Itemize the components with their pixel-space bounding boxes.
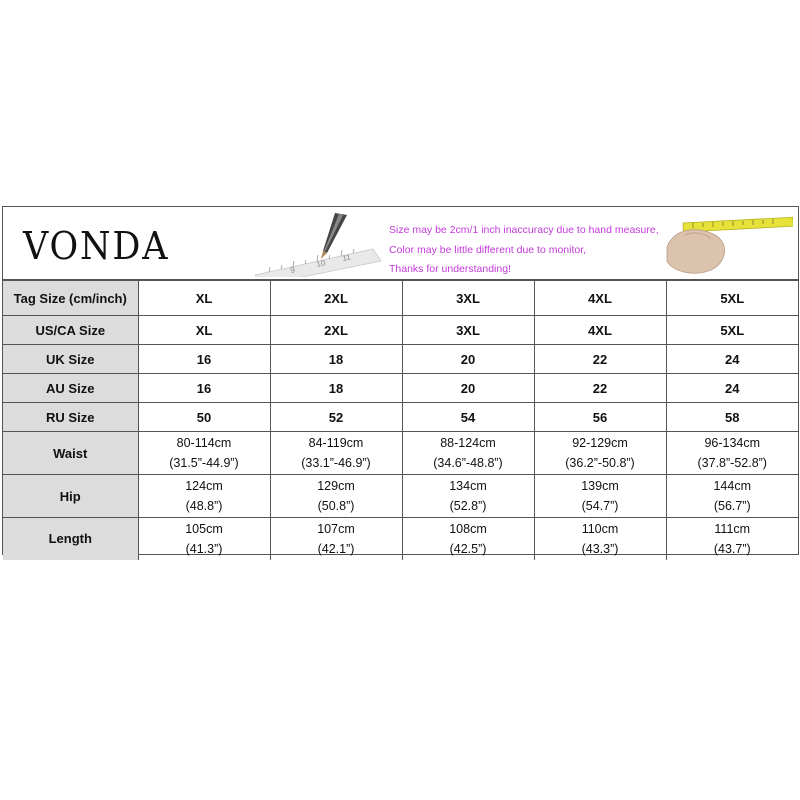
ruler-number-11: 11 [341,252,352,263]
cell-inch-value: (37.8”-52.8”) [697,456,767,470]
cell-cm-value: 110cm [581,521,619,536]
table-cell [270,518,402,560]
table-cell [402,475,534,518]
cell-inch-value: (33.1”-46.9”) [301,456,371,470]
table-cell: 22 [534,345,666,374]
cell-inch-value: (43.3”) [581,541,619,556]
table-cell: 2XL [270,316,402,345]
table-cell: 22 [534,374,666,403]
table-cell: 4XL [534,316,666,345]
table-cell: 16 [138,345,270,374]
note-line-color: Color may be little different due to monitor, [389,243,587,256]
cell-inch-value: (48.8”) [185,499,223,513]
cell-cm-value: 129cm [317,479,355,493]
cell-inch-value: (31.5”-44.9”) [169,456,239,470]
cell-cm-value: 84-119cm [308,436,364,450]
table-cell: 5XL [666,281,798,316]
table-cell: XL [138,316,270,345]
cell-cm-value: 105cm [185,521,223,536]
cell-inch-value: (54.7”) [581,499,619,513]
table-cell [534,518,666,560]
table-cell: 58 [666,403,798,432]
table-cell [270,432,402,475]
cell-cm-value: 80-114cm [176,436,232,450]
row-label: Hip [3,475,138,518]
size-table-body [3,281,798,560]
size-chart [2,206,799,555]
table-cell: XL [138,281,270,316]
table-cell [402,518,534,560]
ruler-number-9: 9 [289,265,296,275]
row-label: RU Size [3,403,138,432]
table-cell [138,518,270,560]
table-row [3,316,798,345]
row-label: AU Size [3,374,138,403]
table-cell: 2XL [270,281,402,316]
row-label: Length [3,518,138,560]
cell-inch-value: (41.3”) [185,541,223,556]
table-cell: 50 [138,403,270,432]
cell-inch-value: (42.5”) [449,541,487,556]
table-cell: 18 [270,374,402,403]
table-row [3,403,798,432]
table-cell: 56 [534,403,666,432]
table-cell [402,432,534,475]
cell-inch-value: (42.1”) [317,541,355,556]
table-cell: 18 [270,345,402,374]
table-cell: 54 [402,403,534,432]
table-cell [534,432,666,475]
notes [389,221,659,280]
table-cell [270,475,402,518]
table-cell [534,475,666,518]
table-cell: 3XL [402,316,534,345]
table-row [3,281,798,316]
cell-cm-value: 88-124cm [440,436,496,450]
table-cell [666,475,798,518]
brand-logo: VONDA [23,224,170,268]
table-cell [138,475,270,518]
note-line-thanks: Thanks for understanding! [389,263,511,275]
table-cell: 52 [270,403,402,432]
table-cell: 20 [402,345,534,374]
table-row [3,518,798,560]
note-line-accuracy: Size may be 2cm/1 inch inaccuracy due to hand measure, [389,224,659,236]
ruler-pencil-illustration [255,209,385,277]
table-cell [138,432,270,475]
table-cell [666,432,798,475]
table-row [3,374,798,403]
table-cell: 4XL [534,281,666,316]
table-cell: 5XL [666,316,798,345]
size-table [3,280,798,560]
table-row [3,432,798,475]
row-label: UK Size [3,345,138,374]
cell-cm-value: 107cm [317,521,355,536]
hand-measuring-tape-illustration [663,215,793,277]
cell-cm-value: 124cm [185,479,223,493]
cell-inch-value: (52.8”) [449,499,487,513]
table-cell: 24 [666,345,798,374]
cell-inch-value: (34.6”-48.8”) [433,456,503,470]
cell-inch-value: (36.2”-50.8”) [565,456,635,470]
cell-inch-value: (43.7”) [713,541,751,556]
table-cell: 3XL [402,281,534,316]
table-cell: 16 [138,374,270,403]
chart-header [3,207,798,280]
cell-inch-value: (50.8”) [317,499,355,513]
table-row [3,475,798,518]
cell-cm-value: 108cm [449,521,487,536]
cell-cm-value: 134cm [449,479,487,493]
cell-cm-value: 111cm [714,521,751,536]
table-cell: 20 [402,374,534,403]
cell-cm-value: 92-129cm [572,436,628,450]
cell-inch-value: (56.7”) [713,499,751,513]
row-label: Tag Size (cm/inch) [3,281,138,316]
ruler-number-10: 10 [315,258,327,269]
table-cell [666,518,798,560]
cell-cm-value: 139cm [581,479,619,493]
table-cell: 24 [666,374,798,403]
cell-cm-value: 96-134cm [704,436,761,450]
table-row [3,345,798,374]
row-label: Waist [3,432,138,475]
row-label: US/CA Size [3,316,138,345]
cell-cm-value: 144cm [713,479,752,493]
